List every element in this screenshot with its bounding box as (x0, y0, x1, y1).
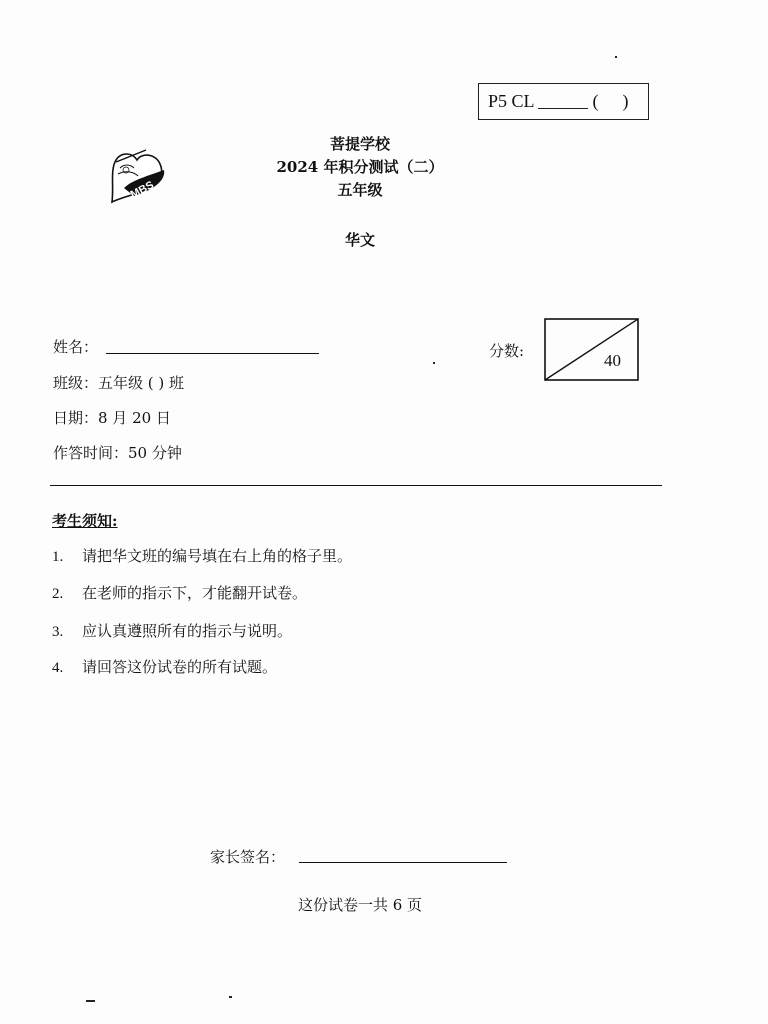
scan-speck (86, 1000, 95, 1002)
class-number-box (478, 83, 649, 120)
school-logo-icon (104, 146, 168, 204)
notice-item (52, 545, 352, 566)
notice-text: 请回答这份试卷的所有试题。 (82, 658, 278, 676)
duration-label: 作答时间：50 分钟 (53, 444, 182, 462)
class-label: 班级：五年级 ( ) 班 (53, 374, 185, 392)
parent-signature-label: 家长签名： (210, 848, 286, 866)
parent-signature-line (299, 862, 507, 863)
close-paren: ) (622, 91, 629, 111)
score-total: 40 (604, 351, 621, 370)
grade-label: 五年级 (337, 181, 383, 199)
class-number-blank (538, 94, 588, 109)
scan-speck (433, 362, 435, 364)
notice-item (52, 656, 277, 677)
score-label: 分数: (489, 342, 525, 360)
exam-title-block (200, 133, 520, 202)
notice-number: 1. (52, 549, 64, 565)
notice-item (52, 582, 307, 603)
notice-item (52, 620, 292, 641)
date-label: 日期：8 月 20 日 (53, 409, 171, 427)
class-prefix: P5 CL (488, 91, 535, 111)
logo-text: MBS (128, 179, 156, 202)
notice-number: 4. (52, 660, 64, 676)
score-box (544, 318, 639, 381)
school-name: 菩提学校 (329, 135, 390, 153)
notice-heading: 考生须知: (52, 512, 118, 530)
notice-number: 3. (52, 624, 64, 640)
subject-title: 华文 (344, 231, 375, 249)
exam-name: 2024 年积分测试（二） (276, 158, 444, 176)
notice-number: 2. (52, 586, 64, 602)
notice-text: 在老师的指示下，才能翻开试卷。 (82, 584, 308, 602)
page-count-note: 这份试卷一共 6 页 (297, 896, 423, 914)
open-paren: ( (592, 91, 599, 111)
notice-text: 应认真遵照所有的指示与说明。 (82, 622, 293, 640)
scan-speck (229, 996, 232, 998)
section-divider (50, 485, 662, 486)
scan-speck (615, 56, 617, 58)
name-blank-line (106, 353, 319, 354)
name-label: 姓名： (53, 338, 99, 356)
notice-text: 请把华文班的编号填在右上角的格子里。 (82, 547, 353, 565)
